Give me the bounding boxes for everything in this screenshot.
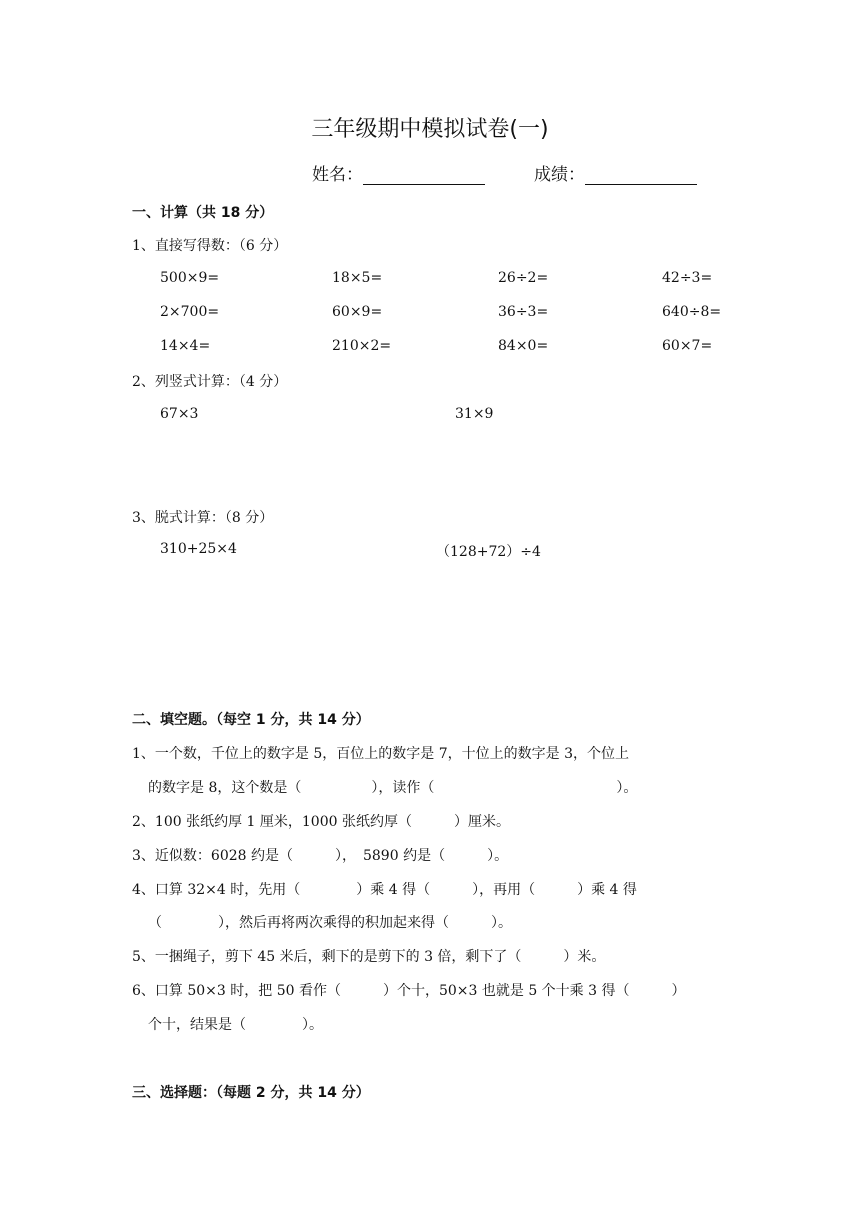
- calc-item: 60×9=: [332, 304, 383, 320]
- calc-item: 500×9=: [160, 270, 220, 286]
- calc-item: 640÷8=: [662, 304, 722, 320]
- fill-line: 5、一捆绳子，剪下 45 米后，剩下的是剪下的 3 倍，剩下了（ ）米。: [132, 949, 606, 965]
- calc-item: 26÷2=: [498, 270, 549, 286]
- fill-line: 4、口算 32×4 时，先用（ ）乘 4 得（ ），再用（ ）乘 4 得: [132, 882, 637, 898]
- calc-item: 42÷3=: [662, 270, 713, 286]
- section3-heading: 三、选择题：（每题 2 分，共 14 分）: [132, 1085, 370, 1101]
- q2-label: 2、列竖式计算：（4 分）: [132, 374, 288, 390]
- calc-item: 2×700=: [160, 304, 220, 320]
- name-label: 姓名：: [312, 165, 363, 185]
- calc-item: 36÷3=: [498, 304, 549, 320]
- calc-item: 60×7=: [662, 338, 713, 354]
- fill-line: 2、100 张纸约厚 1 厘米，1000 张纸约厚（ ）厘米。: [132, 814, 510, 830]
- score-label: 成绩：: [534, 165, 585, 185]
- section1-heading: 一、计算（共 18 分）: [132, 205, 274, 221]
- calc-item: 14×4=: [160, 338, 211, 354]
- fill-line: 3、近似数：6028 约是（ ）， 5890 约是（ ）。: [132, 848, 509, 864]
- score-blank: [585, 166, 697, 185]
- calc-item: 84×0=: [498, 338, 549, 354]
- fill-line: 的数字是 8，这个数是（ ），读作（ ）。: [148, 780, 638, 796]
- vertical-calc-item: 31×9: [455, 406, 494, 422]
- name-field: [312, 160, 485, 185]
- fill-line: （ ），然后再将两次乘得的积加起来得（ ）。: [148, 915, 512, 931]
- vertical-calc-item: 67×3: [160, 406, 199, 422]
- section2-heading: 二、填空题。（每空 1 分，共 14 分）: [132, 712, 370, 728]
- stepwise-calc-item: （128+72）÷4: [436, 544, 541, 560]
- fill-line: 个十，结果是（ ）。: [148, 1017, 323, 1033]
- page-title: 三年级期中模拟试卷(一): [311, 117, 549, 142]
- stepwise-calc-item: 310+25×4: [160, 541, 237, 557]
- fill-line: 6、口算 50×3 时，把 50 看作（ ）个十，50×3 也就是 5 个十乘 3 得（ ）: [132, 983, 686, 999]
- fill-line: 1、一个数，千位上的数字是 5，百位上的数字是 7，十位上的数字是 3，个位上: [132, 746, 629, 762]
- name-blank: [363, 166, 485, 185]
- score-field: [534, 160, 697, 185]
- calc-item: 18×5=: [332, 270, 383, 286]
- q1-label: 1、直接写得数：（6 分）: [132, 238, 288, 254]
- calc-item: 210×2=: [332, 338, 392, 354]
- q3-label: 3、脱式计算：（8 分）: [132, 510, 274, 526]
